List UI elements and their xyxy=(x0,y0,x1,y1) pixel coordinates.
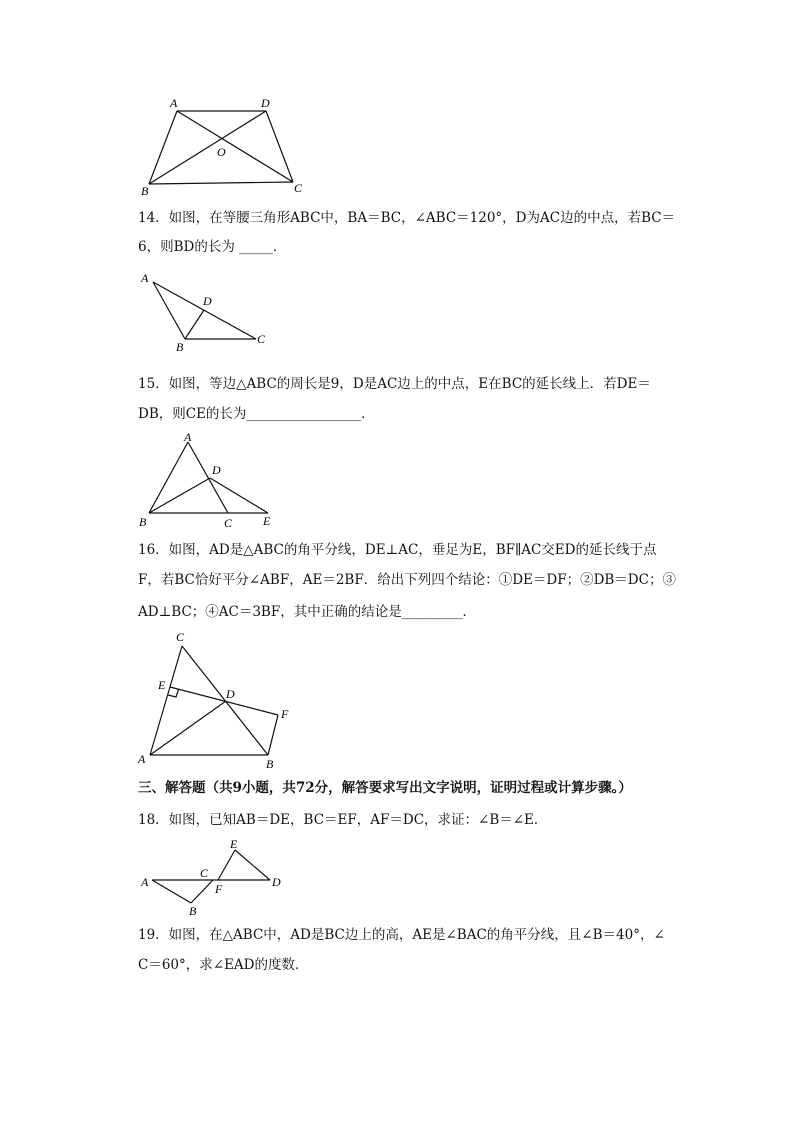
q19-text-line2: C＝60°，求∠EAD的度数． xyxy=(138,957,309,973)
seg-CB xyxy=(182,646,268,755)
label-C: C xyxy=(200,866,209,880)
seg-BF xyxy=(268,715,278,755)
label-D: D xyxy=(272,875,281,889)
label-C: C xyxy=(294,181,303,195)
q14-text-line1: 14．如图，在等腰三角形ABC中，BA＝BC，∠ABC＝120°，D为AC边的中点，若BC＝ xyxy=(138,210,676,226)
label-E: E xyxy=(230,837,238,851)
figure-18-triangles xyxy=(138,835,288,920)
label-B: B xyxy=(189,904,197,918)
label-C: C xyxy=(176,630,185,644)
seg-FE xyxy=(218,850,235,880)
label-A: A xyxy=(141,271,149,285)
seg-EF xyxy=(170,687,278,715)
label-O: O xyxy=(217,145,226,159)
seg-BC xyxy=(149,182,293,184)
q16-text-line1: 16．如图，AD是△ABC的角平分线，DE⊥AC，垂足为E，BF∥AC交ED的延长线于点 xyxy=(138,542,657,558)
q15-text-line2: DB，则CE的长为_________________． xyxy=(138,406,375,422)
figure-15-triangle xyxy=(135,430,285,532)
label-C: C xyxy=(224,516,233,530)
label-B: B xyxy=(139,515,147,529)
seg-AD xyxy=(150,701,226,755)
q16-text-line3: AD⊥BC；④AC＝3BF，其中正确的结论是_________． xyxy=(138,604,476,620)
seg-BC xyxy=(191,880,213,903)
label-A: A xyxy=(170,96,178,110)
label-A: A xyxy=(184,430,192,444)
figure-14-triangle xyxy=(138,268,278,358)
seg-DC xyxy=(266,111,293,182)
label-B: B xyxy=(266,757,274,768)
label-A: A xyxy=(138,752,146,766)
label-B: B xyxy=(141,184,149,198)
figure-13-quadrilateral xyxy=(130,92,320,202)
section-3-heading: 三、解答题（共9小题，共72分，解答要求写出文字说明，证明过程或计算步骤。） xyxy=(138,780,632,796)
label-D: D xyxy=(203,294,212,308)
seg-ED xyxy=(235,850,270,880)
seg-BD xyxy=(149,111,266,184)
label-F: F xyxy=(215,882,223,896)
seg-AC xyxy=(177,111,293,182)
seg-BD xyxy=(185,310,204,339)
label-A: A xyxy=(141,875,149,889)
q16-text-line2: F，若BC恰好平分∠ABF，AE＝2BF．给出下列四个结论：①DE＝DF；②DB＝DC；③ xyxy=(138,572,676,588)
q19-text-line1: 19．如图，在△ABC中，AD是BC边上的高，AE是∠BAC的角平分线，且∠B＝40°，∠ xyxy=(138,927,665,943)
label-F: F xyxy=(281,707,289,721)
seg-AC xyxy=(188,442,228,513)
right-angle-mark xyxy=(168,690,179,698)
label-D: D xyxy=(212,463,221,477)
seg-AB xyxy=(149,111,177,184)
label-D: D xyxy=(226,687,235,701)
seg-AB xyxy=(152,880,191,903)
figure-16-triangle xyxy=(130,628,300,768)
q18-text-line1: 18．如图，已知AB＝DE，BC＝EF，AF＝DC，求证：∠B＝∠E． xyxy=(138,812,548,828)
label-E: E xyxy=(263,514,271,528)
label-C: C xyxy=(257,332,266,346)
label-D: D xyxy=(261,96,270,110)
q14-text-line2: 6，则BD的长为 _____． xyxy=(138,239,287,255)
label-E: E xyxy=(158,678,166,692)
label-B: B xyxy=(176,340,184,354)
q15-text-line1: 15．如图，等边△ABC的周长是9，D是AC边上的中点，E在BC的延长线上．若DE＝ xyxy=(138,376,651,392)
seg-CA xyxy=(150,646,182,755)
